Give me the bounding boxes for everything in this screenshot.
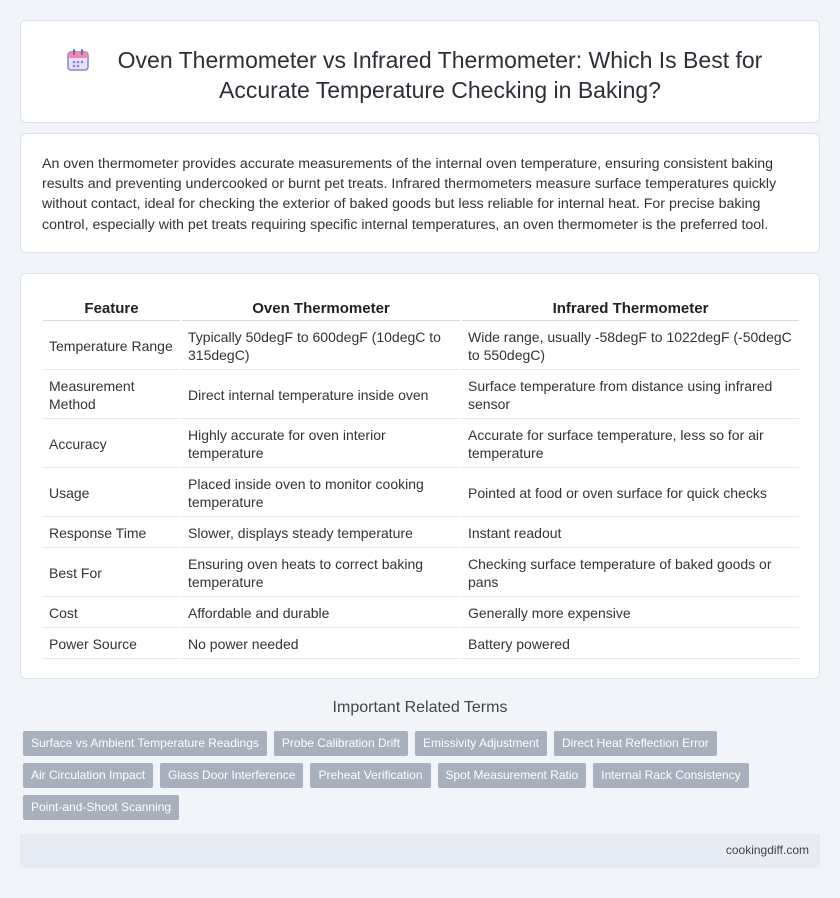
- feature-cell: Accuracy: [43, 421, 180, 468]
- infrared-cell: Instant readout: [462, 519, 799, 548]
- table-row: [43, 630, 799, 659]
- oven-cell: Ensuring oven heats to correct baking temperature: [182, 550, 460, 597]
- related-term-tag[interactable]: Preheat Verification: [310, 763, 430, 788]
- infrared-cell: Wide range, usually -58degF to 1022degF (-50degC to 550degC): [462, 323, 799, 370]
- intro-card: [20, 133, 820, 253]
- table-row: [43, 323, 799, 370]
- footer-site-link[interactable]: cookingdiff.com: [725, 843, 809, 857]
- comparison-table: [41, 294, 801, 661]
- related-term-tag[interactable]: Internal Rack Consistency: [593, 763, 748, 788]
- table-header-row: [43, 296, 799, 321]
- feature-cell: Temperature Range: [43, 323, 180, 370]
- table-row: [43, 550, 799, 597]
- related-terms-list: [23, 731, 803, 827]
- oven-cell: No power needed: [182, 630, 460, 659]
- infrared-cell: Accurate for surface temperature, less so for air temperature: [462, 421, 799, 468]
- oven-cell: Placed inside oven to monitor cooking temperature: [182, 470, 460, 517]
- infrared-cell: Battery powered: [462, 630, 799, 659]
- feature-cell: Measurement Method: [43, 372, 180, 419]
- feature-cell: Response Time: [43, 519, 180, 548]
- intro-paragraph: An oven thermometer provides accurate measurements of the internal oven temperature, ensuring consistent baking results and preventing undercooked or burnt pet treats. Infrared thermometers measure surface temperatures quickly without contact, ideal for checking the exterior of baked goods but less reliable for internal heat. For precise baking control, especially with pet treats requiring specific internal temperatures, an oven thermometer is the preferred tool.: [42, 156, 777, 233]
- title-card: [20, 20, 820, 123]
- oven-cell: Direct internal temperature inside oven: [182, 372, 460, 419]
- related-term-tag[interactable]: Probe Calibration Drift: [274, 731, 408, 756]
- feature-cell: Best For: [43, 550, 180, 597]
- related-terms-title: Important Related Terms: [332, 699, 508, 716]
- oven-cell: Slower, displays steady temperature: [182, 519, 460, 548]
- infrared-cell: Generally more expensive: [462, 599, 799, 628]
- related-term-tag[interactable]: Point-and-Shoot Scanning: [23, 795, 179, 820]
- infrared-cell: Pointed at food or oven surface for quick checks: [462, 470, 799, 517]
- related-term-tag[interactable]: Emissivity Adjustment: [415, 731, 547, 756]
- header-oven-thermometer: Oven Thermometer: [182, 296, 460, 321]
- feature-cell: Usage: [43, 470, 180, 517]
- feature-cell: Cost: [43, 599, 180, 628]
- table-row: [43, 372, 799, 419]
- related-term-tag[interactable]: Air Circulation Impact: [23, 763, 153, 788]
- related-term-tag[interactable]: Spot Measurement Ratio: [438, 763, 587, 788]
- oven-cell: Typically 50degF to 600degF (10degC to 315degC): [182, 323, 460, 370]
- header-feature: Feature: [43, 296, 180, 321]
- table-row: [43, 519, 799, 548]
- infrared-cell: Surface temperature from distance using infrared sensor: [462, 372, 799, 419]
- header-infrared-thermometer: Infrared Thermometer: [462, 296, 799, 321]
- page-title: Oven Thermometer vs Infrared Thermometer: Which Is Best for Accurate Temperature Checking in Baking?: [117, 47, 763, 103]
- table-row: [43, 421, 799, 468]
- oven-cell: Highly accurate for oven interior temperature: [182, 421, 460, 468]
- feature-cell: Power Source: [43, 630, 180, 659]
- table-row: [43, 599, 799, 628]
- comparison-table-card: [20, 273, 820, 679]
- infrared-cell: Checking surface temperature of baked goods or pans: [462, 550, 799, 597]
- footer: [20, 834, 820, 868]
- table-row: [43, 470, 799, 517]
- oven-cell: Affordable and durable: [182, 599, 460, 628]
- related-term-tag[interactable]: Surface vs Ambient Temperature Readings: [23, 731, 267, 756]
- related-term-tag[interactable]: Direct Heat Reflection Error: [554, 731, 717, 756]
- related-term-tag[interactable]: Glass Door Interference: [160, 763, 303, 788]
